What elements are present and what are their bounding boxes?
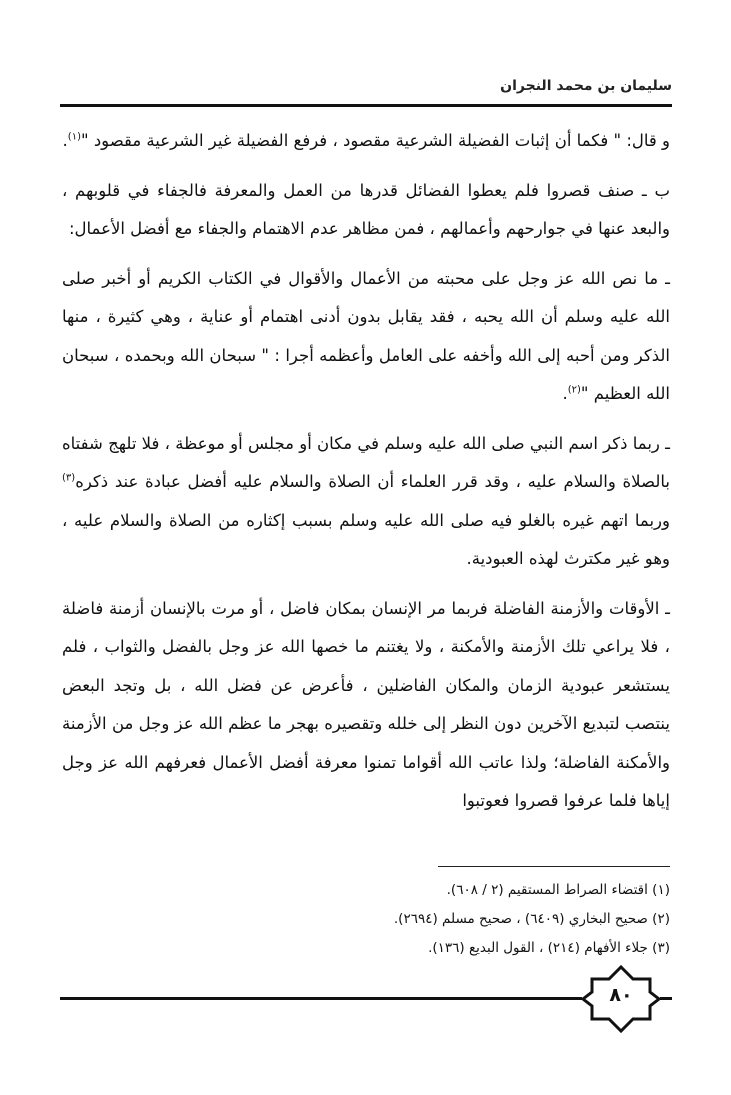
- paragraph-tail: .: [562, 384, 568, 403]
- running-header: سليمان بن محمد النجران: [500, 78, 672, 94]
- footnote-ref[interactable]: (٣): [62, 472, 76, 484]
- paragraph-category-b: [62, 172, 670, 249]
- footnote-ref[interactable]: (٢): [567, 384, 581, 396]
- footnotes: [62, 876, 670, 963]
- footnote-ref[interactable]: (١): [67, 131, 81, 143]
- main-text: [62, 122, 670, 832]
- header-rule: [60, 104, 672, 107]
- paragraph-tail: وربما اتهم غيره بالغلو فيه صلى الله عليه وسلم بسبب إكثاره من الصلاة والسلام عليه ، وهو غير مكترث لهذه العبودية.: [62, 510, 670, 568]
- footnote-2: (٢) صحيح البخاري (٦٤٠٩) ، صحيح مسلم (٢٦٩٤).: [393, 911, 670, 927]
- footnote-1: (١) اقتضاء الصراط المستقيم (٢ / ٦٠٨).: [446, 882, 670, 898]
- paragraph-text: ب ـ صنف قصروا فلم يعطوا الفضائل قدرها من العمل والمعرفة فالجفاء في قلوبهم ، والبعد عنها في جوارحهم وأعمالهم ، فمن مظاهر عدم الاهتمام والجفاء مع أفضل الأعمال:: [62, 180, 670, 238]
- paragraph-times: [62, 590, 670, 821]
- paragraph-salah: [62, 425, 670, 579]
- paragraph-text: ـ الأوقات والأزمنة الفاضلة فربما مر الإنسان بمكان فاضل ، أو مرت بالإنسان أزمنة فاضلة ، فلا يراعي تلك الأزمنة والأمكنة ، ولا يغتنم ما خصها الله عز وجل بالفضل والثواب ، فلم يستشعر عبودية الزمان والمكان الفاضلين ، فأعرض عن فضل الله ، بل وتجد البعض ينتصب لتبديع الآخرين دون النظر إلى خلله وتقصيره بهجر ما عظم الله عز وجل من الأزمنة والأمكنة الفاضلة؛ ولذا عاتب الله أقواما تمنوا معرفة أفضل الأعمال فعرفهم الله عز وجل إياها فلما عرفوا قصروا فعوتبوا: [62, 598, 670, 810]
- footer-rule: [60, 997, 582, 1000]
- paragraph-text: و قال: " فكما أن إثبات الفضيلة الشرعية مقصود ، فرفع الفضيلة غير الشرعية مقصود ": [80, 131, 670, 150]
- page-number: ٨٠: [609, 984, 633, 1006]
- footnote-rule: [438, 866, 670, 867]
- paragraph-text: ـ ما نص الله عز وجل على محبته من الأعمال والأقوال في الكتاب الكريم أو أخبر صلى الله عليه وسلم أن الله يحبه ، فقد يقابل بدون أدنى اهتمام أو عناية ، وهي كثيرة ، منها الذكر ومن أحبه إلى الله وأخفه على العامل وأعظمه أجرا : " سبحان الله وبحمده ، سبحان الله العظيم ": [62, 268, 670, 403]
- paragraph-tail: .: [62, 131, 68, 150]
- paragraph-text: ـ ربما ذكر اسم النبي صلى الله عليه وسلم في مكان أو مجلس أو موعظة ، فلا تلهج شفتاه بالصلاة والسلام عليه ، وقد قرر العلماء أن الصلاة والسلام عليه أفضل عبادة عند ذكره: [62, 433, 670, 491]
- footnote-3: (٣) جلاء الأفهام (٢١٤) ، القول البديع (١٣٦).: [428, 940, 670, 956]
- paragraph-quote: [62, 122, 670, 161]
- paragraph-dhikr: [62, 260, 670, 414]
